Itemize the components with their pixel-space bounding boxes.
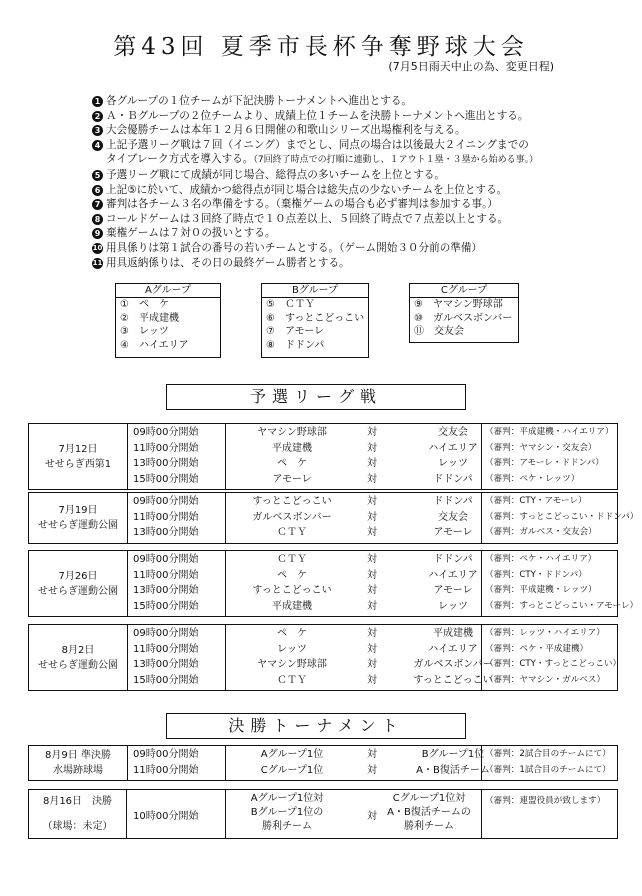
page-title: 第43回 夏季市長杯争奪野球大会 [113, 34, 529, 60]
game-vs: 対 [367, 569, 377, 581]
schedule-block [28, 492, 639, 544]
schedule-date: 8月2日 [61, 644, 95, 656]
game-home: ペ ケ [277, 569, 307, 581]
game-time: 11時00分開始 [133, 511, 199, 523]
rule-text: 用具返納係りは、その日の最終ゲーム勝者とする。 [106, 256, 350, 269]
game-away: アモーレ [433, 527, 473, 538]
final-home [227, 792, 347, 834]
rule-text: 予選リーグ戦にて成績が同じ場合、総得点の多いチームを上位とする。 [106, 168, 445, 181]
game-row [127, 642, 617, 657]
rule-number: 5 [92, 170, 103, 181]
game-vs: 対 [367, 496, 377, 507]
final-away [369, 792, 489, 834]
game-away: ガルベスボンバー [413, 659, 493, 670]
game-vs: 対 [367, 628, 377, 639]
game-away: ドドンパ [433, 473, 473, 485]
group-name: Bグループ [262, 284, 368, 298]
game-ref: （審判：レッツ・ハイエリア） [485, 628, 605, 638]
schedule-date: 7月12日 [58, 443, 98, 455]
rule-text: 棄権ゲームは７対０の扱いとする。 [106, 227, 276, 240]
game-row [127, 673, 617, 688]
game-vs: 対 [367, 527, 377, 538]
game-vs: 対 [367, 600, 377, 612]
game-home: Cグループ1位 [260, 764, 324, 776]
game-ref: （審判：すっとこどっこい・アモーレ） [485, 600, 639, 611]
group-team: ⑪ 交友会 [414, 326, 464, 337]
schedule-date-cell [29, 625, 128, 690]
rule-text: タイブレーク方式を導入する。 [106, 153, 254, 166]
game-away: ハイエリア [428, 643, 478, 655]
group-team: ⑧ ドドンパ [266, 339, 325, 351]
game-row [127, 568, 617, 583]
game-time: 13時00分開始 [133, 527, 199, 538]
divider [225, 790, 226, 838]
game-home: レッツ [277, 643, 307, 655]
final-away-line: 勝利チーム [404, 821, 454, 832]
game-away: ハイエリア [428, 442, 478, 454]
game-row [127, 510, 639, 525]
game-away: アモーレ [433, 585, 473, 596]
game-row [127, 456, 617, 471]
game-vs: 対 [367, 511, 377, 523]
game-row [127, 626, 617, 641]
rule-text: 上記予選リーグ戦は７回（イニング）までとし、同点の場合は以後最大２イニングまでの [106, 138, 529, 151]
game-ref: （審判：すっとこどっこい・ドドンパ） [485, 511, 639, 522]
game-vs: 対 [367, 442, 377, 454]
game-vs: 対 [367, 427, 377, 438]
schedule-venue: せせらぎ運動公園 [38, 659, 118, 671]
page-subtitle: (7月5日雨天中止の為、変更日程) [388, 60, 554, 73]
game-row [127, 525, 617, 540]
group-team: ④ ハイエリア [120, 339, 189, 351]
rules-list [92, 94, 562, 270]
game-home: すっとこどっこい [252, 585, 332, 596]
game-away: 交友会 [438, 427, 468, 438]
rule-text: 審判は各チーム３名の準備をする。（棄権ゲームの場合も必ず審判は参加する事。） [106, 198, 498, 211]
final-away-line: Cグループ1位対 [392, 793, 466, 804]
schedule-venue: （球場：未定） [42, 821, 113, 832]
schedule-venue: 水場跡球場 [53, 765, 103, 776]
game-time: 10時00分開始 [133, 811, 199, 822]
game-vs: 対 [367, 811, 377, 822]
rule-item [92, 226, 562, 241]
schedule-date-cell [29, 746, 128, 780]
schedule-date: 8月16日 決勝 [42, 796, 113, 807]
group-name: Aグループ [116, 284, 220, 298]
game-time: 09時00分開始 [133, 749, 199, 760]
rule-item [92, 212, 562, 227]
game-away: 交友会 [438, 511, 468, 523]
game-time: 15時00分開始 [133, 674, 199, 686]
game-home: 平成建機 [272, 442, 312, 454]
game-row [127, 583, 617, 598]
game-ref: （審判：CTY・アモーレ） [485, 496, 587, 506]
rule-number: 3 [92, 125, 103, 136]
final-home-line: 勝利チーム [262, 821, 312, 832]
game-row [127, 763, 617, 778]
game-home: ペ ケ [277, 458, 307, 469]
final-home-line: Aグループ1位対 [250, 793, 324, 804]
game-away: ドドンパ [433, 554, 473, 565]
game-ref: （審判：ペケ・ハイエリア） [485, 554, 597, 564]
rule-text: コールドゲームは３回終了時点で１０点差以上、５回終了時点で７点差以上とする。 [106, 212, 509, 225]
game-away: ハイエリア [428, 569, 478, 581]
rule-text: Ａ・Ｂグループの２位チームより、成績上位１チームを決勝トーナメントへ進出とする。 [106, 109, 529, 122]
group-team: ⑦ アモーレ [266, 326, 324, 337]
rule-item [92, 109, 562, 124]
group-team: ⑨ ヤマシン野球部 [414, 299, 503, 310]
rule-note: （7回終了時点での打順に連動し、１アウト１塁・３塁から始める事。） [253, 155, 539, 166]
game-ref: （審判：ヤマシン・ガルベス） [485, 674, 606, 685]
final-away-line: A・B復活チームの [387, 807, 471, 818]
game-ref: （審判：1試合目のチームにて） [485, 764, 611, 775]
game-row [127, 657, 622, 672]
game-time: 11時00分開始 [133, 643, 199, 655]
rule-number: 1 [92, 96, 103, 107]
schedule-venue: せせらぎ運動公園 [38, 519, 118, 531]
game-home: ガルベスボンバー [252, 511, 332, 523]
final-home-line: Bグループ1位の [250, 807, 324, 818]
game-vs: 対 [367, 458, 377, 469]
game-vs: 対 [367, 473, 377, 485]
schedule-block [28, 423, 618, 490]
schedule-date-cell [29, 790, 127, 838]
group-team: ⑤ ＣＴＹ [266, 299, 315, 310]
schedule-date-cell [29, 493, 128, 543]
rule-item [92, 168, 562, 183]
game-away: A・B復活チーム [416, 764, 490, 776]
schedule-block [28, 789, 618, 839]
rule-item [92, 152, 562, 168]
game-home: すっとこどっこい [252, 496, 332, 507]
game-time: 13時00分開始 [133, 585, 199, 596]
rule-item [92, 256, 562, 271]
schedule-date: 8月9日 準決勝 [45, 750, 111, 761]
rule-number: 9 [92, 228, 103, 239]
rule-item [92, 183, 562, 198]
schedule-date-cell [29, 551, 128, 616]
rule-number: 2 [92, 111, 103, 122]
rule-item [92, 123, 562, 138]
game-row [127, 441, 617, 456]
game-time: 09時00分開始 [133, 496, 199, 507]
game-row [127, 747, 617, 762]
schedule-block [28, 550, 639, 617]
group-team: ⑥ すっとこどっこい [266, 312, 365, 324]
game-ref: （審判：平成建機・レッツ） [485, 585, 597, 595]
game-vs: 対 [367, 554, 377, 565]
rule-item [92, 241, 562, 256]
game-time: 15時00分開始 [133, 473, 199, 485]
game-home: ヤマシン野球部 [257, 659, 327, 670]
game-vs: 対 [367, 674, 377, 686]
game-vs: 対 [367, 643, 377, 655]
group-team: ⑩ ガルベスボンバー [414, 312, 513, 324]
game-ref: （審判：アモーレ・ドドンパ） [485, 458, 604, 468]
rule-number: 6 [92, 185, 103, 196]
game-row [127, 472, 617, 487]
group-team: ② 平成建機 [120, 312, 179, 324]
game-vs: 対 [367, 659, 377, 670]
group-team: ③ レッツ [120, 326, 169, 337]
rule-number: 7 [92, 199, 103, 210]
rule-number: 11 [92, 258, 103, 267]
rule-item [92, 94, 562, 109]
group-team: ① ペ ケ [120, 299, 169, 310]
game-time: 09時00分開始 [133, 554, 199, 565]
game-row [127, 494, 617, 509]
rule-text: 用具係りは第１試合の番号の若いチームとする。（ゲーム開始３０分前の準備） [106, 241, 483, 254]
final-section-title: 決勝トーナメント [166, 713, 466, 739]
game-home: ＣＴＹ [277, 674, 307, 686]
prelim-section-title: 予選リーグ戦 [166, 384, 466, 410]
game-home: ＣＴＹ [277, 554, 307, 565]
rule-number: 4 [92, 140, 103, 151]
group-box [115, 283, 221, 358]
game-home: Aグループ1位 [260, 749, 324, 760]
schedule-venue: せせらぎ西第1 [44, 458, 112, 470]
group-box [409, 283, 519, 343]
rule-text: 各グループの１位チームが下記決勝トーナメントへ進出とする。 [106, 95, 412, 107]
game-home: 平成建機 [272, 600, 312, 612]
game-ref: （審判：CTY・すっとこどっこい） [485, 659, 622, 669]
schedule-block [28, 624, 622, 691]
game-ref: （審判：2試合目のチームにて） [485, 749, 611, 759]
schedule-date: 7月19日 [58, 504, 98, 516]
group-box [261, 283, 369, 358]
game-time: 11時00分開始 [133, 764, 199, 776]
rule-item [92, 138, 562, 153]
schedule-block [28, 745, 618, 781]
game-time: 09時00分開始 [133, 628, 199, 639]
rule-number: 8 [92, 214, 103, 225]
game-vs: 対 [367, 585, 377, 596]
game-home: ペ ケ [277, 628, 307, 639]
game-away: すっとこどっこい [413, 674, 493, 686]
game-time: 13時00分開始 [133, 659, 199, 670]
game-ref: （審判：ヤマシン・交友会） [485, 442, 597, 453]
game-row [127, 425, 617, 440]
game-away: Bグループ1位 [421, 749, 485, 760]
game-ref: （審判：ガルベス・交友会） [485, 527, 597, 537]
game-ref: （審判：平成建機・ハイエリア） [485, 427, 614, 437]
game-time: 11時00分開始 [133, 442, 199, 454]
game-ref: （審判：連盟役員が致します） [485, 796, 606, 806]
game-vs: 対 [367, 764, 377, 776]
game-home: ヤマシン野球部 [257, 427, 327, 438]
game-away: レッツ [438, 458, 468, 469]
game-time: 09時00分開始 [133, 427, 199, 438]
game-time: 13時00分開始 [133, 458, 199, 469]
game-time: 11時00分開始 [133, 569, 199, 581]
game-home: アモーレ [272, 473, 312, 485]
game-away: ドドンパ [433, 496, 473, 507]
game-row [127, 552, 617, 567]
game-away: 平成建機 [433, 628, 473, 639]
group-name: Cグループ [410, 284, 518, 298]
game-row [127, 599, 639, 614]
rule-text: 上記⑤に於いて、成績かつ総得点が同じ場合は総失点の少ないチームを上位とする。 [106, 183, 508, 196]
game-home: ＣＴＹ [277, 527, 307, 538]
game-vs: 対 [367, 749, 377, 760]
schedule-date: 7月26日 [58, 570, 98, 582]
schedule-venue: せせらぎ運動公園 [38, 585, 118, 597]
game-ref: （審判：CTY・ドドンパ） [485, 569, 587, 580]
schedule-date-cell [29, 424, 128, 489]
game-ref: （審判：ペケ・レッツ） [485, 473, 580, 484]
rule-item [92, 197, 562, 212]
game-time: 15時00分開始 [133, 600, 199, 612]
game-ref: （審判：ペケ・平成建機） [485, 643, 589, 654]
game-away: レッツ [438, 600, 468, 612]
rule-text: 大会優勝チームは本年１２月６日開催の和歌山シリーズ出場権利を与える。 [106, 124, 466, 137]
rule-number: 10 [92, 243, 103, 252]
